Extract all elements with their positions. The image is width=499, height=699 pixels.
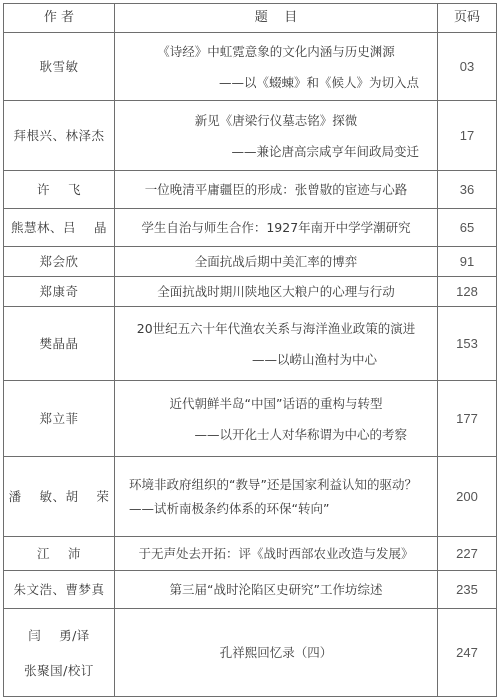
article-title: 《诗经》中虹霓意象的文化内涵与历史渊源 [157, 43, 395, 59]
article-subtitle: ——以开化士人对华称谓为中心的考察 [194, 426, 407, 442]
table-of-contents [3, 3, 497, 697]
author-cell: 潘 敏、胡 荣 [4, 457, 115, 537]
article-subtitle: ——兼论唐高宗咸亨年间政局变迁 [231, 143, 419, 159]
title-cell [115, 307, 438, 381]
article-title: 学生自治与师生合作：1927年南开中学学潮研究 [115, 209, 438, 247]
article-title: 孔祥熙回忆录（四） [115, 609, 438, 697]
page-number: 17 [438, 101, 497, 171]
author-cell: 樊晶晶 [4, 307, 115, 381]
article-subtitle: ——以崂山渔村为中心 [251, 351, 377, 367]
translator: 闫 勇/译 [28, 627, 90, 643]
header-author: 作 者 [4, 4, 115, 33]
table-row [4, 457, 497, 537]
page-number: 200 [438, 457, 497, 537]
header-title: 题 目 [115, 4, 438, 33]
title-cell [115, 381, 438, 457]
proofreader: 张聚国/校订 [24, 662, 94, 678]
article-title: 第三届“战时沦陷区史研究”工作坊综述 [115, 571, 438, 609]
article-title: 近代朝鲜半岛“中国”话语的重构与转型 [169, 395, 383, 411]
page-number: 65 [438, 209, 497, 247]
table-row [4, 101, 497, 171]
author-cell: 郑会欣 [4, 247, 115, 277]
article-title: 于无声处去开拓：评《战时西部农业改造与发展》 [115, 537, 438, 571]
page-number: 235 [438, 571, 497, 609]
header-row [4, 4, 497, 33]
table-row [4, 209, 497, 247]
title-cell [115, 457, 438, 537]
table-row [4, 33, 497, 101]
article-title: 全面抗战后期中美汇率的博弈 [115, 247, 438, 277]
page-number: 91 [438, 247, 497, 277]
table-row [4, 171, 497, 209]
page-number: 128 [438, 277, 497, 307]
author-cell: 拜根兴、林泽杰 [4, 101, 115, 171]
article-title: 20世纪五六十年代渔农关系与海洋渔业政策的演进 [136, 320, 416, 336]
table-row [4, 609, 497, 697]
title-cell [115, 101, 438, 171]
author-cell: 熊慧林、吕 晶 [4, 209, 115, 247]
author-cell: 江 沛 [4, 537, 115, 571]
header-page: 页码 [438, 4, 497, 33]
author-cell [4, 609, 115, 697]
author-cell: 郑康奇 [4, 277, 115, 307]
article-title: 全面抗战时期川陕地区大粮户的心理与行动 [115, 277, 438, 307]
article-title: 一位晚清平庸疆臣的形成：张曾敭的宦迹与心路 [115, 171, 438, 209]
author-cell: 耿雪敏 [4, 33, 115, 101]
table-row [4, 381, 497, 457]
title-cell [115, 33, 438, 101]
article-title: 新见《唐梁行仪墓志铭》探微 [194, 112, 358, 128]
author-cell: 许 飞 [4, 171, 115, 209]
table-row [4, 277, 497, 307]
page-number: 247 [438, 609, 497, 697]
page-number: 03 [438, 33, 497, 101]
table-row [4, 571, 497, 609]
page-number: 153 [438, 307, 497, 381]
author-cell: 朱文浩、曹梦真 [4, 571, 115, 609]
table-row [4, 537, 497, 571]
page-number: 36 [438, 171, 497, 209]
author-cell: 郑立菲 [4, 381, 115, 457]
page-number: 177 [438, 381, 497, 457]
table-row [4, 247, 497, 277]
article-subtitle: ——以《蝃蝀》和《候人》为切入点 [218, 74, 419, 90]
table-row [4, 307, 497, 381]
article-title: 环境非政府组织的“教导”还是国家利益认知的驱动？——试析南极条约体系的环保“转向” [129, 476, 417, 516]
page-number: 227 [438, 537, 497, 571]
